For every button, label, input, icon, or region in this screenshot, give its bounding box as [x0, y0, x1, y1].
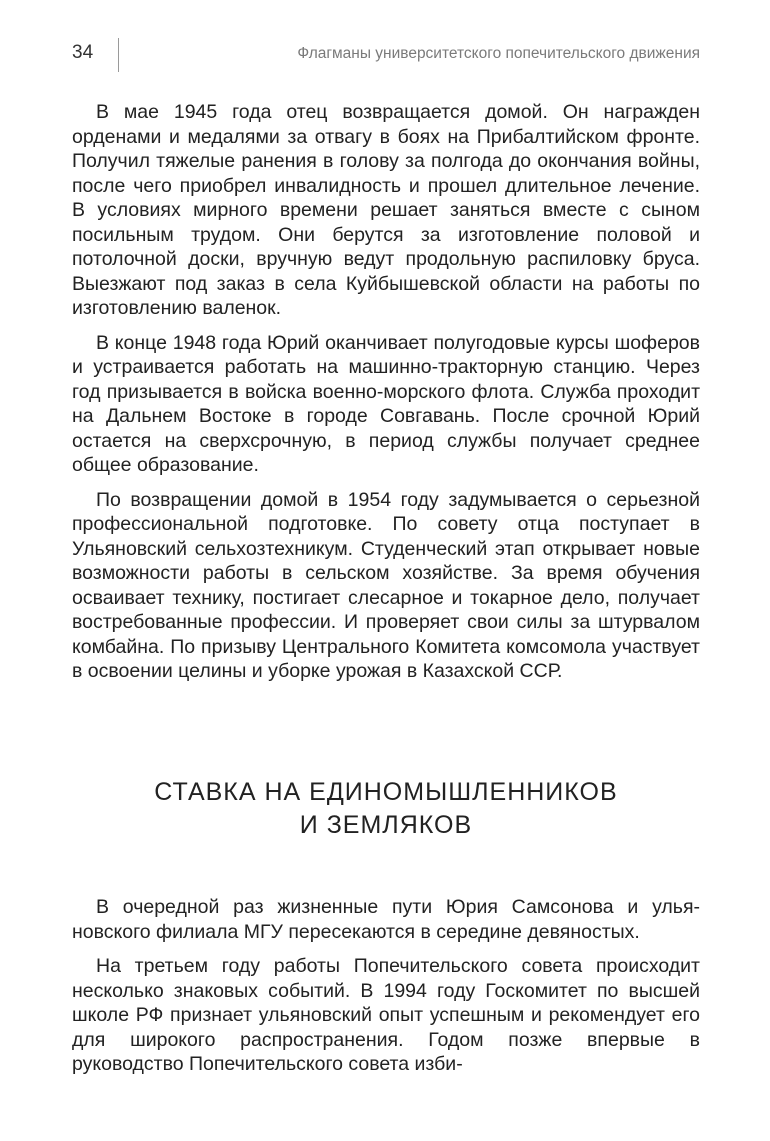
- paragraph-3: По возвращении домой в 1954 году задумывается о серьезной профессиональной подготовке. По совету отца поступает в Ульяновский сельхозтехникум. Студенческий этап открывает новые возможности работы в сельском хозяйстве. За время обучения осваивает технику, постигает слесарное и токарное дело, получает востребованные профессии. И проверяет свои силы за штурвалом комбайна. По призыву Центрального Комитета комсомола участвует в освоении целины и уборке урожая в Казахской ССР.: [72, 488, 700, 682]
- page-number: 34: [72, 42, 94, 63]
- page-header: [0, 38, 770, 72]
- section-heading: [72, 776, 700, 842]
- paragraph-1: В мае 1945 года отец возвращается домой. Он награжден орденами и медалями за отвагу в боях на Прибалтийском фронте. Получил тяжелые ранения в голову за полгода до окончания войны, после чего приобрел инвалидность и прошел длительное лечение. В условиях мирного времени решает заняться вместе с сыном посильным трудом. Они берутся за изготовление половой и потолочной доски, вручную ведут продольную распиловку бруса. Выезжают под заказ в села Куйбышевской области на работы по изготовлению валенок.: [72, 101, 700, 319]
- section-heading-line-2: И ЗЕМЛЯКОВ: [299, 811, 473, 839]
- paragraph-4: В очередной раз жизненные пути Юрия Самсонова и ульяновского филиала МГУ пересекаются в середине девяностых.: [72, 896, 700, 943]
- paragraph-2: В конце 1948 года Юрий оканчивает полугодовые курсы шоферов и устраивается работать на машинно-тракторную станцию. Через год призывается в войска военно-морского флота. Служба проходит на Дальнем Востоке в городе Совгавань. После срочной Юрий остается на сверхсрочную, в период службы получает среднее общее образование.: [72, 331, 700, 476]
- section-heading-line-1: СТАВКА НА ЕДИНОМЫШЛЕННИКОВ: [154, 778, 618, 806]
- body-text-top: [72, 100, 700, 694]
- body-text-bottom: [72, 895, 700, 1087]
- running-title: Флагманы университетского попечительского движения: [297, 45, 700, 62]
- paragraph-5: На третьем году работы Попечительского совета происходит несколько знаковых событий. В 1994 году Госкомитет по высшей школе РФ признает ульяновский опыт успешным и рекомендует его для широкого распространения. Годом позже впервые в руководство Попечительского совета изби-: [72, 955, 700, 1075]
- header-divider: [118, 38, 119, 72]
